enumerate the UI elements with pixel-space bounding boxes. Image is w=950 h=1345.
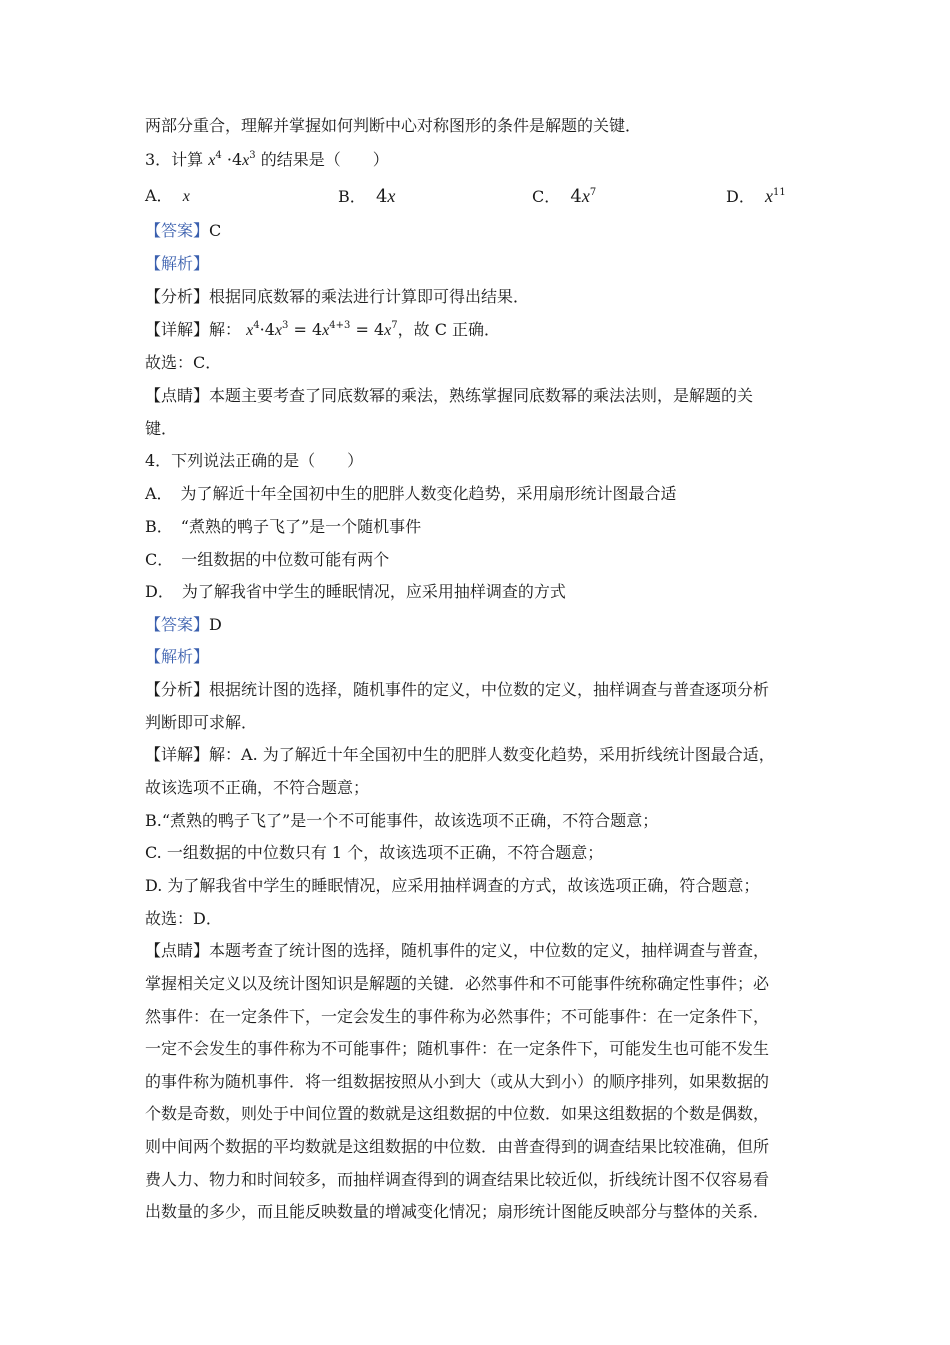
text: 个数是奇数，则处于中间位置的数就是这组数据的中位数．如果这组数据的个数是偶数， <box>145 1104 770 1123</box>
math-exp: 11 <box>773 187 786 198</box>
text: 判断即可求解． <box>145 713 258 732</box>
math-var: x <box>387 186 396 206</box>
paragraph-line <box>145 1104 805 1124</box>
analysis-tag: 【解析】 <box>145 647 210 666</box>
text: 根据统计图的选择，随机事件的定义，中位数的定义，抽样调查与普查逐项分析 <box>209 680 770 699</box>
math-exp: 7 <box>589 187 597 198</box>
analysis-heading <box>145 647 805 667</box>
paragraph-line <box>145 419 805 439</box>
paragraph-line <box>145 811 805 831</box>
question-4-stem <box>145 451 805 471</box>
dianjing-line <box>145 386 805 406</box>
text: 然事件：在一定条件下，一定会发生的事件称为必然事件；不可能事件：在一定条件下， <box>145 1007 770 1026</box>
text: 本题考查了统计图的选择，随机事件的定义，中位数的定义，抽样调查与普查， <box>209 941 770 960</box>
option-label: D． <box>726 187 755 206</box>
math-num: 4 <box>373 320 385 339</box>
text: B． “煮熟的鸭子飞了”是一个随机事件 <box>145 517 422 536</box>
math-var: x <box>384 322 392 339</box>
answer-value: D <box>209 615 222 634</box>
math-exp: 4 <box>253 320 260 331</box>
paragraph-line <box>145 1137 805 1157</box>
text: A． 为了解近十年全国初中生的肥胖人数变化趋势，采用扇形统计图最合适 <box>145 484 677 503</box>
dianjing-line <box>145 941 805 961</box>
xiangjie-tag: 【详解】 <box>145 745 210 764</box>
option-a <box>145 484 805 504</box>
math-num: 4 <box>231 150 243 169</box>
text: 键． <box>145 419 178 438</box>
paragraph-line <box>145 974 805 994</box>
paragraph-line <box>145 843 805 863</box>
text: 3．计算 <box>145 150 204 169</box>
math-exp: 4 <box>215 150 222 161</box>
text: 的事件称为随机事件．将一组数据按照从小到大（或从大到小）的顺序排列，如果数据的 <box>145 1072 770 1091</box>
paragraph-line <box>145 713 805 733</box>
text: 故选：D． <box>145 909 222 928</box>
option-b <box>145 517 805 537</box>
text: C． 一组数据的中位数可能有两个 <box>145 550 390 569</box>
question-3-stem <box>145 150 805 171</box>
paragraph-line <box>145 1039 805 1059</box>
text: 故该选项不正确，不符合题意； <box>145 778 370 797</box>
text: 故选：C． <box>145 353 222 372</box>
fenxi-tag: 【分析】 <box>145 680 210 699</box>
text: B.“煮熟的鸭子飞了”是一个不可能事件，故该选项不正确，不符合题意； <box>145 811 659 830</box>
math-var: x <box>182 188 190 205</box>
option-c <box>145 550 805 570</box>
text: 两部分重合，理解并掌握如何判断中心对称图形的条件是解题的关键． <box>145 116 642 135</box>
answer-tag: 【答案】 <box>145 615 210 634</box>
math-num: 4 <box>570 186 582 207</box>
math-exp: 3 <box>282 320 289 331</box>
text: 本题主要考查了同底数幂的乘法，熟练掌握同底数幂的乘法法则，是解题的关 <box>209 386 754 405</box>
math-op: · <box>259 320 265 339</box>
option-c <box>532 186 596 207</box>
math-num: 4 <box>375 186 388 207</box>
math-op: = <box>355 320 369 339</box>
text: 则中间两个数据的平均数就是这组数据的中位数．由普查得到的调查结果比较准确，但所 <box>145 1137 770 1156</box>
option-b <box>338 186 395 207</box>
dianjing-tag: 【点睛】 <box>145 386 210 405</box>
option-label: C． <box>532 187 561 206</box>
text: 4．下列说法正确的是（ ） <box>145 451 364 470</box>
text: 一定不会发生的事件称为不可能事件；随机事件：在一定条件下，可能发生也可能不发生 <box>145 1039 770 1058</box>
math-op: = <box>293 320 307 339</box>
paragraph-line <box>145 116 805 136</box>
guxuan-line <box>145 909 805 929</box>
math-num: 4 <box>311 320 323 339</box>
text: 解：A. 为了解近十年全国初中生的肥胖人数变化趋势，采用折线统计图最合适， <box>209 745 775 764</box>
math-exp: 4+3 <box>329 320 351 331</box>
option-d <box>726 186 786 207</box>
math-var: x <box>274 322 282 339</box>
text: 解： <box>209 320 242 339</box>
answer-value: C <box>209 221 222 240</box>
fenxi-line <box>145 287 805 307</box>
fenxi-line <box>145 680 805 700</box>
fenxi-tag: 【分析】 <box>145 287 210 306</box>
math-num: 4 <box>264 320 275 339</box>
analysis-tag: 【解析】 <box>145 254 210 273</box>
math-var: x <box>765 186 774 206</box>
option-a <box>145 186 190 207</box>
text: D. 为了解我省中学生的睡眠情况，应采用抽样调查的方式，故该选项正确，符合题意； <box>145 876 760 895</box>
text: D． 为了解我省中学生的睡眠情况，应采用抽样调查的方式 <box>145 582 566 601</box>
text: C. 一组数据的中位数只有 1 个，故该选项不正确，不符合题意； <box>145 843 604 862</box>
dianjing-tag: 【点睛】 <box>145 941 210 960</box>
paragraph-line <box>145 1202 805 1222</box>
xiangjie-line <box>145 320 805 341</box>
xiangjie-line <box>145 745 805 765</box>
analysis-heading <box>145 254 805 274</box>
option-d <box>145 582 805 602</box>
text: 掌握相关定义以及统计图知识是解题的关键．必然事件和不可能事件统称确定性事件；必 <box>145 974 770 993</box>
answer-line <box>145 221 805 241</box>
math-op: · <box>226 150 232 169</box>
xiangjie-tag: 【详解】 <box>145 320 210 339</box>
answer-line <box>145 615 805 635</box>
text: 费人力、物力和时间较多，而抽样调查得到的调查结果比较近似，折线统计图不仅容易看 <box>145 1170 770 1189</box>
paragraph-line <box>145 1007 805 1027</box>
math-var: x <box>246 322 254 339</box>
paragraph-line <box>145 1072 805 1092</box>
option-label: A． <box>145 186 173 205</box>
option-label: B． <box>338 187 366 206</box>
guxuan-line <box>145 353 805 373</box>
paragraph-line <box>145 778 805 798</box>
text: 出数量的多少，而且能反映数量的增减变化情况；扇形统计图能反映部分与整体的关系． <box>145 1202 770 1221</box>
paragraph-line <box>145 876 805 896</box>
math-exp: 3 <box>249 150 256 161</box>
text: ，故 C 正确． <box>397 320 501 339</box>
math-var: x <box>322 322 330 339</box>
math-var: x <box>581 186 590 206</box>
answer-tag: 【答案】 <box>145 221 210 240</box>
math-var: x <box>208 152 216 169</box>
math-var: x <box>242 152 250 169</box>
paragraph-line <box>145 1170 805 1190</box>
text: 的结果是（ ） <box>260 150 389 169</box>
math-exp: 7 <box>391 320 398 331</box>
text: 根据同底数幂的乘法进行计算即可得出结果． <box>209 287 530 306</box>
